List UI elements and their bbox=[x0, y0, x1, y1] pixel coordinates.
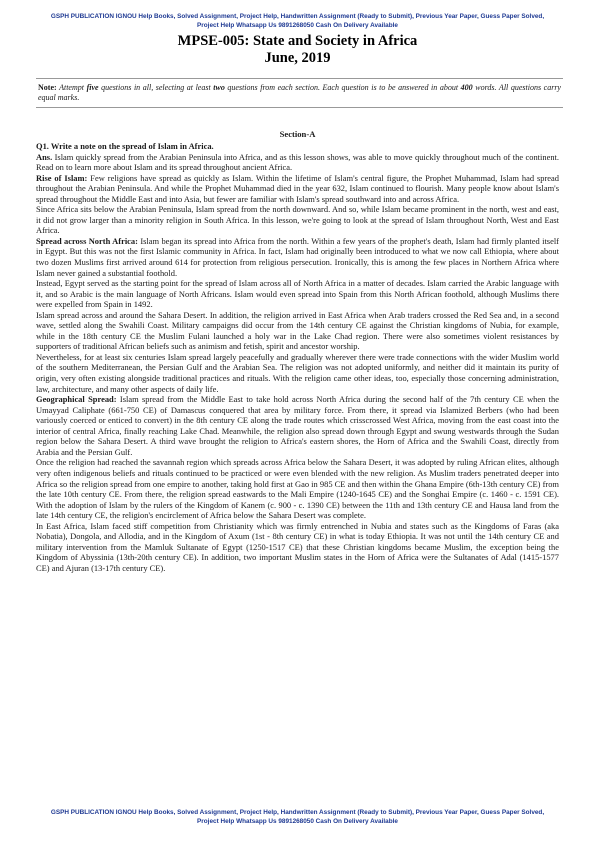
paragraph bbox=[36, 173, 559, 205]
paragraph-text: Islam spread across and around the Sahara Desert. In addition, the religion arrived in East Africa when Arab traders crossed the Red Sea and, in a second wave, settled along the Swahili Coast. Military campaigns did occur from the 14th century CE against the Christian kingdoms of Nubia, for example, while in the 18th century CE the Muslim Fulani launched a holy war in the Lake Chad region. There were also sometimes violent resistances by supporters of traditional African beliefs such as animism and fetish, spirit and ancestor worship. bbox=[36, 309, 559, 352]
paragraph bbox=[36, 352, 559, 394]
question-heading: Q1. Write a note on the spread of Islam in Africa. bbox=[36, 141, 214, 151]
header-banner: GSPH PUBLICATION IGNOU Help Books, Solved Assignment, Project Help, Handwritten Assignment (Ready to Submit), Previous Year Paper, Guess Paper Solved, Project Help Whatsapp Us 9891268050 Cash On Delivery Available bbox=[50, 13, 545, 29]
paragraph-lead: Geographical Spread: bbox=[36, 394, 117, 405]
paragraph-text: Islam quickly spread from the Arabian Peninsula into Africa, and as this lesson shows, was able to move quickly throughout much of the continent. Read on to learn more about Islam and its spread throughout ancient Africa. bbox=[36, 151, 559, 173]
paragraph-text: Instead, Egypt served as the starting point for the spread of Islam across all of North Africa in a matter of decades. Islam carried the Arabic language with it, and so Arabic is the main language of North Africans. Islam would even spread into Spain from this North African foothold, although Muslims there were expelled from Spain in 1492. bbox=[36, 278, 559, 310]
paragraph-text: Since Africa sits below the Arabian Peninsula, Islam spread from the north downward. And so, while Islam became prominent in the north, west and east, it did not grow larger than a minority religion in South Africa. In this lesson, we're going to look at the spread of Islam throughout North, West and East Africa. bbox=[36, 204, 559, 236]
paragraph bbox=[36, 521, 559, 574]
paragraph-text: Once the religion had reached the savannah region which spreads across Africa below the Sahara Desert, it was adopted by ruling African elites, although very often indigenous beliefs and rituals continued to be practiced or were even blended with the new religion. As Muslim traders penetrated deeper into Africa so the religion spread from one empire to another, taking hold first at Gao in 985 CE and then within the Ghana Empire (6th-13th century CE) from the late 10th century CE. From there, the religion spread eastwards to the Mali Empire (1240-1645 CE) and the Songhai Empire (c. 1460 - c. 1591 CE). With the adoption of Islam by the rulers of the Kingdom of Kanem (c. 900 - c. 1390 CE) between the 11th and 13th century CE and Hausa land from the late 14th century CE, the religion's encirclement of Africa below the Sahara Desert was complete. bbox=[36, 457, 559, 521]
paragraph-lead: Rise of Islam: bbox=[36, 172, 88, 183]
paragraph bbox=[36, 457, 559, 520]
paragraph bbox=[36, 394, 559, 457]
paper-title-block bbox=[40, 33, 555, 67]
paragraph-text: In East Africa, Islam faced stiff competition from Christianity which was firmly entrenched in Nubia and states such as the Kingdoms of Faras (aka Nobatia), Dongola, and Allodia, and in the Kingdom of Axum (1st - 8th century CE) in what is today Ethiopia. It was not until the 14th century CE and military intervention from the Mamluk Sultanate of Egypt (1250-1517 CE) that these Christian kingdoms became Muslim, the exception being the Kingdom of Abyssinia (13th-20th century CE). In addition, two important Muslim states in the Horn of Africa were the Sultanates of Adal (1415-1577 CE) and Ajuran (13-17th century CE). bbox=[36, 520, 559, 573]
note-text-3: questions from each section. Each question is to be answered in about bbox=[224, 83, 461, 92]
paragraph bbox=[36, 236, 559, 278]
paragraph bbox=[36, 310, 559, 352]
note-text-1: Attempt bbox=[56, 83, 87, 92]
paper-date: June, 2019 bbox=[264, 50, 331, 66]
paragraph bbox=[36, 152, 559, 173]
note-emph-1: five bbox=[86, 83, 99, 92]
note-emph-2: two bbox=[213, 83, 225, 92]
paragraph-text: Islam spread from the Middle East to take hold across North Africa during the second half of the 7th century CE when the Umayyad Caliphate (661-750 CE) of Damascus conquered that area by military force. From there, it spread via Islamized Berbers (who had been variously coerced or enticed to convert) in the 8th century CE along the trade routes which crisscrossed West Africa, moving from the east coast into the interior of central Africa, finally reaching Lake Chad. Meanwhile, the religion also spread down through Egypt and swung westwards through the Sudan region below the Sahara Desert. A third wave brought the religion to Africa's eastern shores, the Horn of Africa and the Swahili Coast, directly from Arabia and the Persian Gulf. bbox=[36, 394, 559, 457]
note-text-2: questions in all, selecting at least bbox=[98, 83, 214, 92]
instructions-note bbox=[36, 78, 563, 108]
paragraph bbox=[36, 204, 559, 236]
answer-body bbox=[36, 141, 559, 573]
paragraph bbox=[36, 278, 559, 310]
paragraph-lead: Spread across North Africa: bbox=[36, 235, 138, 246]
paper-title: MPSE-005: State and Society in Africa bbox=[177, 33, 418, 49]
note-text-4: words. All questions carry equal marks. bbox=[38, 83, 561, 102]
paragraph-text: Few religions have spread as quickly as Islam. Within the lifetime of Islam's central figure, the Prophet Muhammad, Islam had spread throughout the Arabian Peninsula. And while the Prophet Muhammad died in the year 632, Islam continued to flourish. Many people know about Islam's spread throughout the Middle East and into Asia, but fewer are familiar with Islam's spread southward into and across Africa. bbox=[36, 172, 560, 204]
section-heading: Section-A bbox=[279, 129, 316, 139]
footer-banner: GSPH PUBLICATION IGNOU Help Books, Solved Assignment, Project Help, Handwritten Assignment (Ready to Submit), Previous Year Paper, Guess Paper Solved, Project Help Whatsapp Us 9891268050 Cash On Delivery Available bbox=[50, 809, 545, 825]
note-emph-3: 400 bbox=[460, 83, 473, 92]
paragraph-lead: Ans. bbox=[36, 151, 53, 162]
note-label: Note: bbox=[38, 83, 57, 92]
paragraph-text: Nevertheless, for at least six centuries Islam spread largely peacefully and gradually wherever there were trade connections with the wider Muslim world of the southern Mediterranean, the Persian Gulf and the Arabian Sea. The religion was not adopted uniformly, and neither did it maintain its purity of origin, very often existing alongside traditional practices and rituals. With the religion came other ideas, too, especially those concerning administration, law, architecture, and many other aspects of daily life. bbox=[36, 351, 559, 394]
paragraph-text: Islam began its spread into Africa from the north. Within a few years of the prophet's death, Islam had firmly planted itself in Egypt. But this was not the first Islamic community in Africa. In fact, Islam had originally been introduced to what we now call Ethiopia, where about two dozen Muslims first arrived around 614 for protection from religious persecution. Ironically, this is among the few places in Northern Africa where Islam never gained a substantial foothold. bbox=[36, 235, 559, 278]
